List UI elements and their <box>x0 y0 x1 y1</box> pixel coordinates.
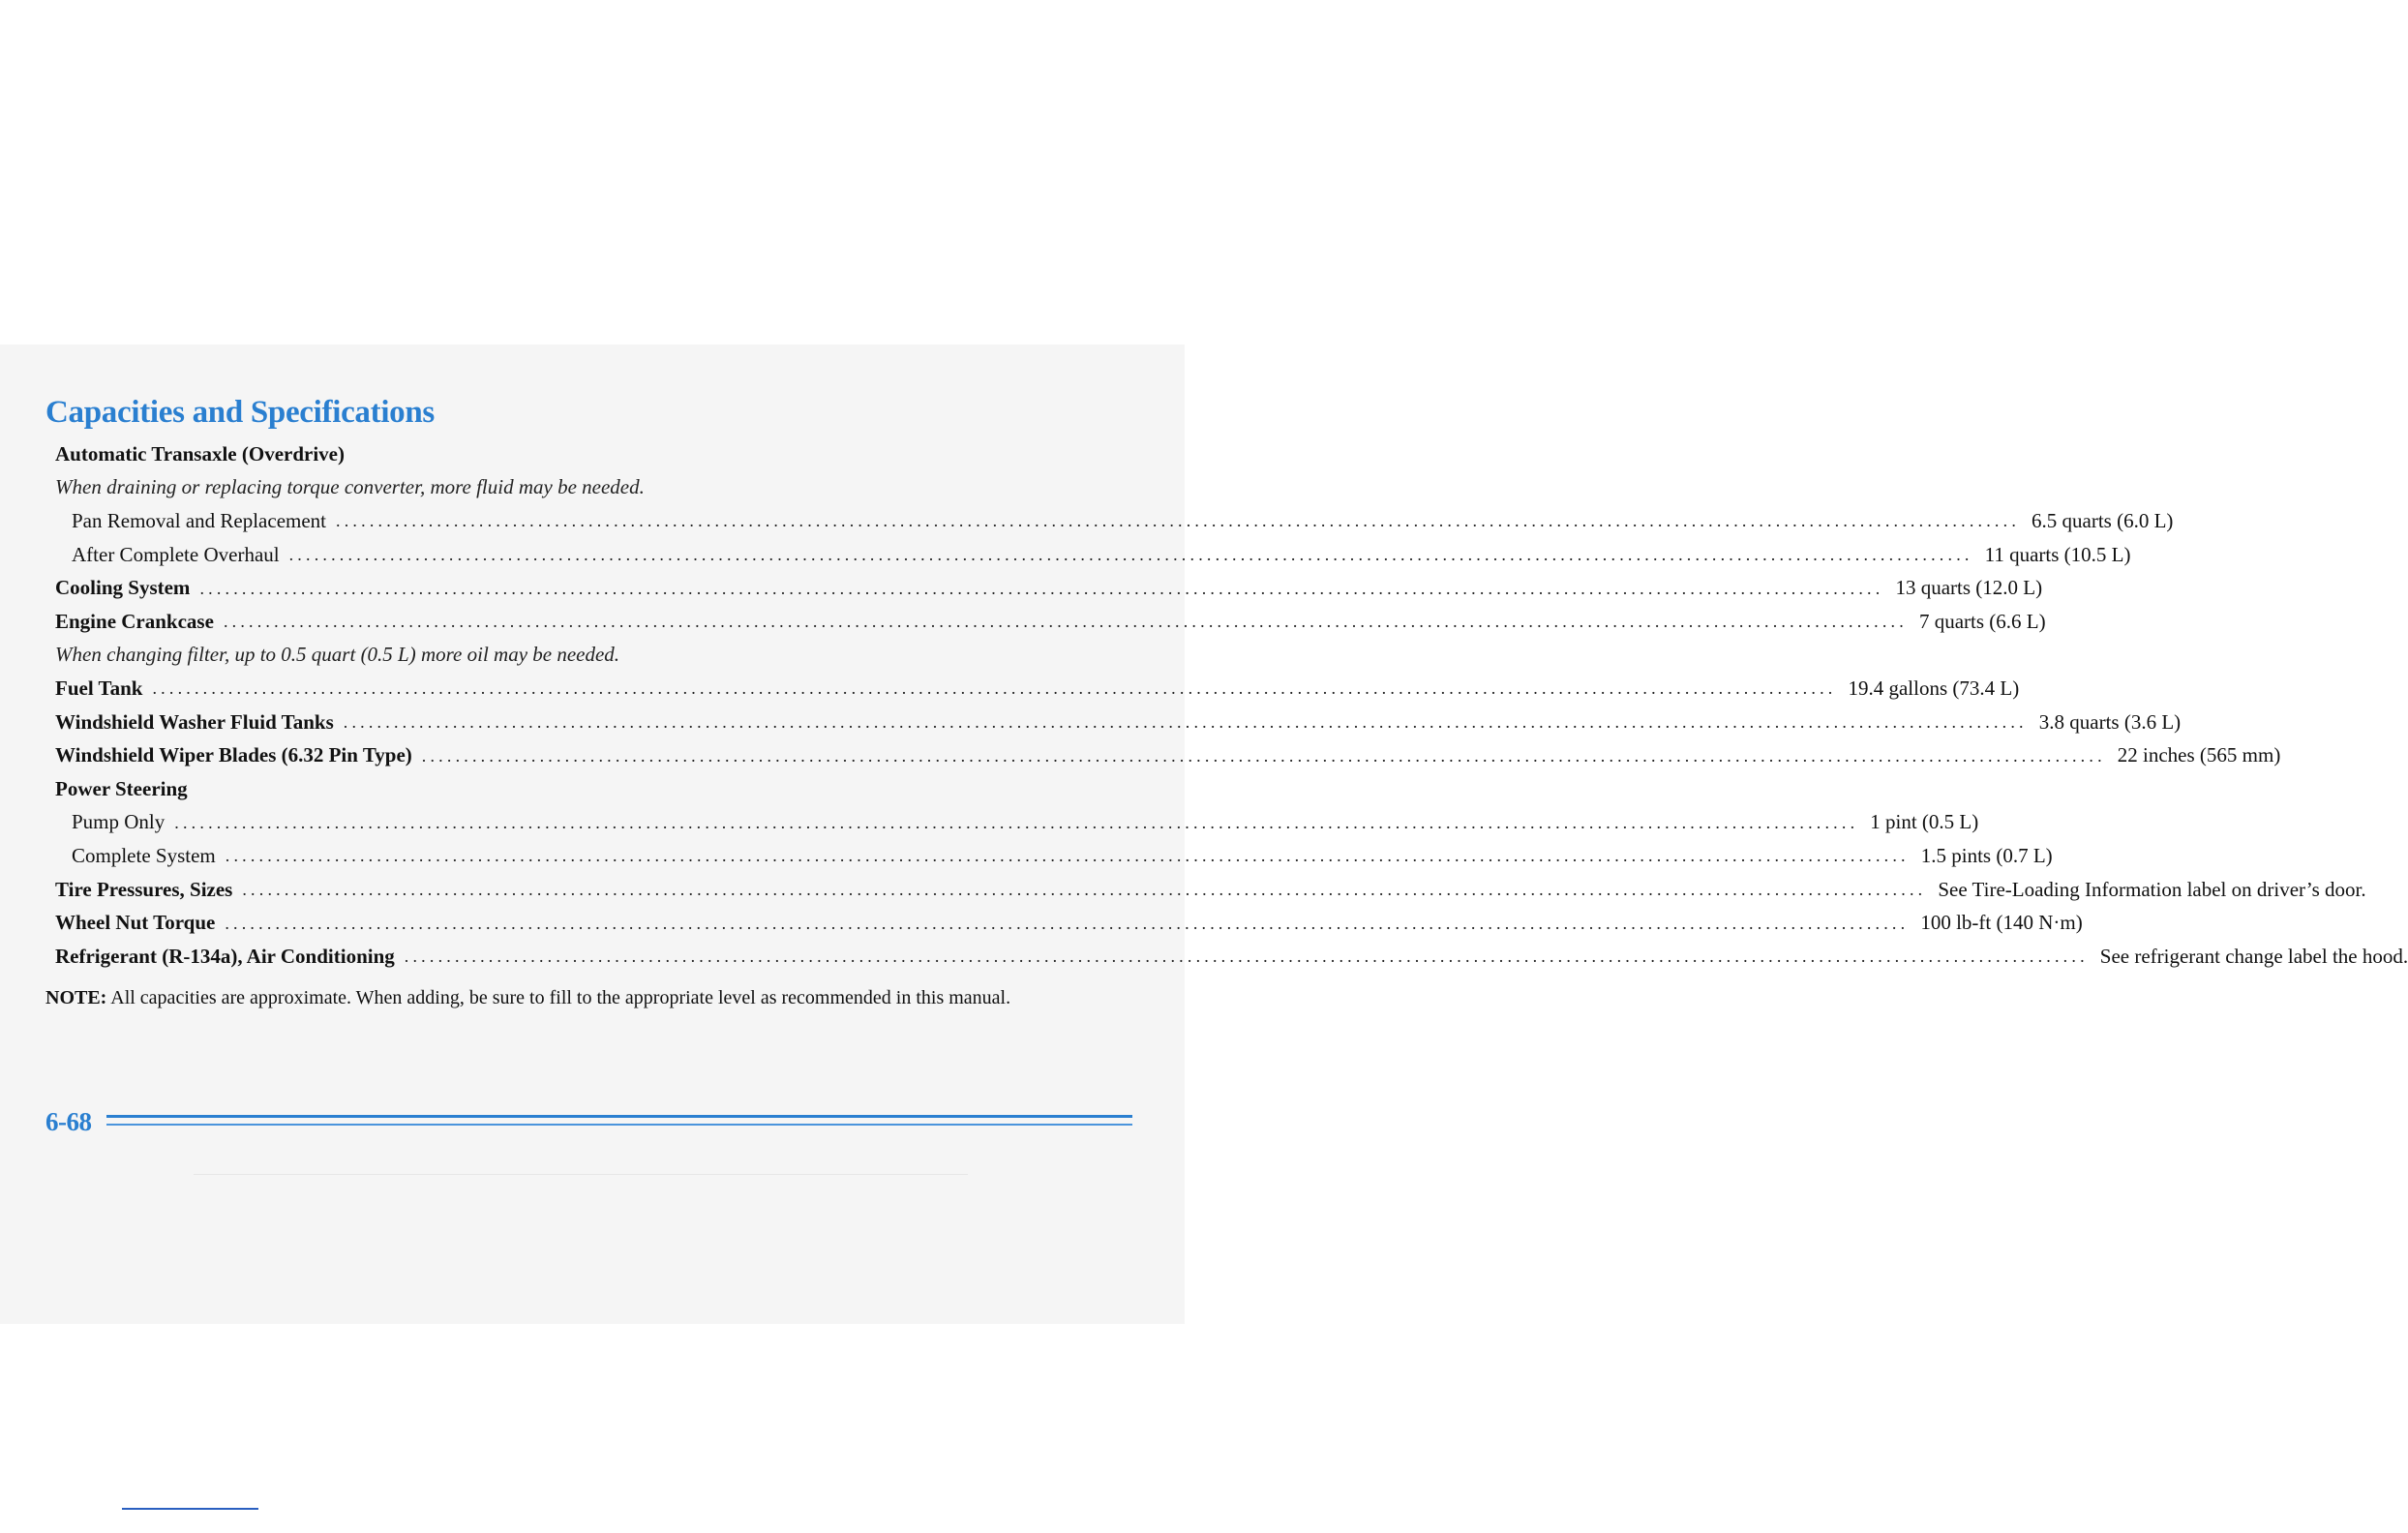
spec-note <box>55 471 1017 505</box>
spec-label: Power Steering <box>55 776 188 800</box>
spec-label: Pan Removal and Replacement <box>72 508 327 532</box>
bottom-rule <box>122 1508 258 1510</box>
spec-row <box>72 538 2131 572</box>
dot-leader: ........................................................................................................................................................................................................ <box>404 947 2089 967</box>
note-text: All capacities are approximate. When adding, be sure to fill to the appropriate level as recommended in this manual. <box>110 987 1011 1008</box>
page-title: Capacities and Specifications <box>45 395 435 430</box>
spec-label: Fuel Tank <box>55 676 143 700</box>
spec-label: Pump Only <box>72 810 166 834</box>
spec-row <box>55 571 2043 605</box>
faint-divider <box>194 1174 968 1175</box>
spec-value: 19.4 gallons (73.4 L) <box>1848 676 2020 700</box>
spec-value: 1 pint (0.5 L) <box>1870 810 1979 834</box>
spec-row <box>72 504 2174 538</box>
spec-value: 11 quarts (10.5 L) <box>1984 542 2131 566</box>
spec-value: 1.5 pints (0.7 L) <box>1920 843 2053 867</box>
spec-label: Tire Pressures, Sizes <box>55 877 233 901</box>
spec-label: Refrigerant (R-134a), Air Conditioning <box>55 944 395 968</box>
spec-value: 22 inches (565 mm) <box>2117 743 2281 767</box>
spec-row <box>55 738 2281 772</box>
spec-row <box>55 940 2408 974</box>
dot-leader: ........................................................................................................................................................................................................ <box>199 578 1884 598</box>
spec-label: Cooling System <box>55 576 191 600</box>
spec-value: 7 quarts (6.6 L) <box>1918 609 2046 633</box>
spec-value: See Tire-Loading Information label on driver’s door. <box>1938 877 2366 901</box>
spec-value: 6.5 quarts (6.0 L) <box>2032 508 2174 532</box>
spec-label: After Complete Overhaul <box>72 542 280 566</box>
spec-value: 13 quarts (12.0 L) <box>1895 576 2043 600</box>
dot-leader: ........................................................................................................................................................................................................ <box>225 846 1910 866</box>
spec-row <box>72 839 2053 873</box>
dot-leader: ........................................................................................................................................................................................................ <box>223 612 1908 632</box>
spec-label: When changing filter, up to 0.5 quart (0.5 L) more oil may be needed. <box>55 643 620 667</box>
spec-label: Windshield Wiper Blades (6.32 Pin Type) <box>55 743 412 767</box>
spec-note <box>55 639 1017 673</box>
spec-value: 3.8 quarts (3.6 L) <box>2038 709 2182 734</box>
spec-row <box>55 605 2046 639</box>
footer-rule <box>106 1115 1132 1118</box>
dot-leader: ........................................................................................................................................................................................................ <box>242 880 1927 900</box>
spec-value: 100 lb-ft (140 N·m) <box>1920 911 2083 935</box>
dot-leader: ........................................................................................................................................................................................................ <box>421 745 2106 766</box>
spec-value: See refrigerant change label the hood. <box>2099 944 2408 968</box>
spec-row <box>72 806 1979 840</box>
note-label: NOTE: <box>45 987 107 1008</box>
dot-leader: ........................................................................................................................................................................................................ <box>343 712 2028 733</box>
spec-label: Wheel Nut Torque <box>55 911 216 935</box>
spec-row <box>55 672 2020 706</box>
spec-heading <box>55 772 1017 806</box>
spec-row <box>55 706 2182 739</box>
spec-label: Windshield Washer Fluid Tanks <box>55 709 334 734</box>
footnote <box>45 984 1071 1011</box>
spec-label: Complete System <box>72 843 216 867</box>
spec-label: Automatic Transaxle (Overdrive) <box>55 441 345 466</box>
spec-label: Engine Crankcase <box>55 609 214 633</box>
dot-leader: ........................................................................................................................................................................................................ <box>336 511 2021 531</box>
footer-rule-secondary <box>106 1124 1132 1126</box>
specifications-list <box>0 437 2408 974</box>
dot-leader: ........................................................................................................................................................................................................ <box>225 913 1910 933</box>
dot-leader: ........................................................................................................................................................................................................ <box>152 678 1837 699</box>
spec-heading <box>55 437 1017 471</box>
spec-row <box>55 906 2083 940</box>
dot-leader: ........................................................................................................................................................................................................ <box>288 545 1973 565</box>
page-number: 6-68 <box>45 1107 92 1136</box>
dot-leader: ........................................................................................................................................................................................................ <box>174 812 1859 832</box>
spec-row <box>55 873 2366 907</box>
spec-label: When draining or replacing torque converter, more fluid may be needed. <box>55 475 645 499</box>
